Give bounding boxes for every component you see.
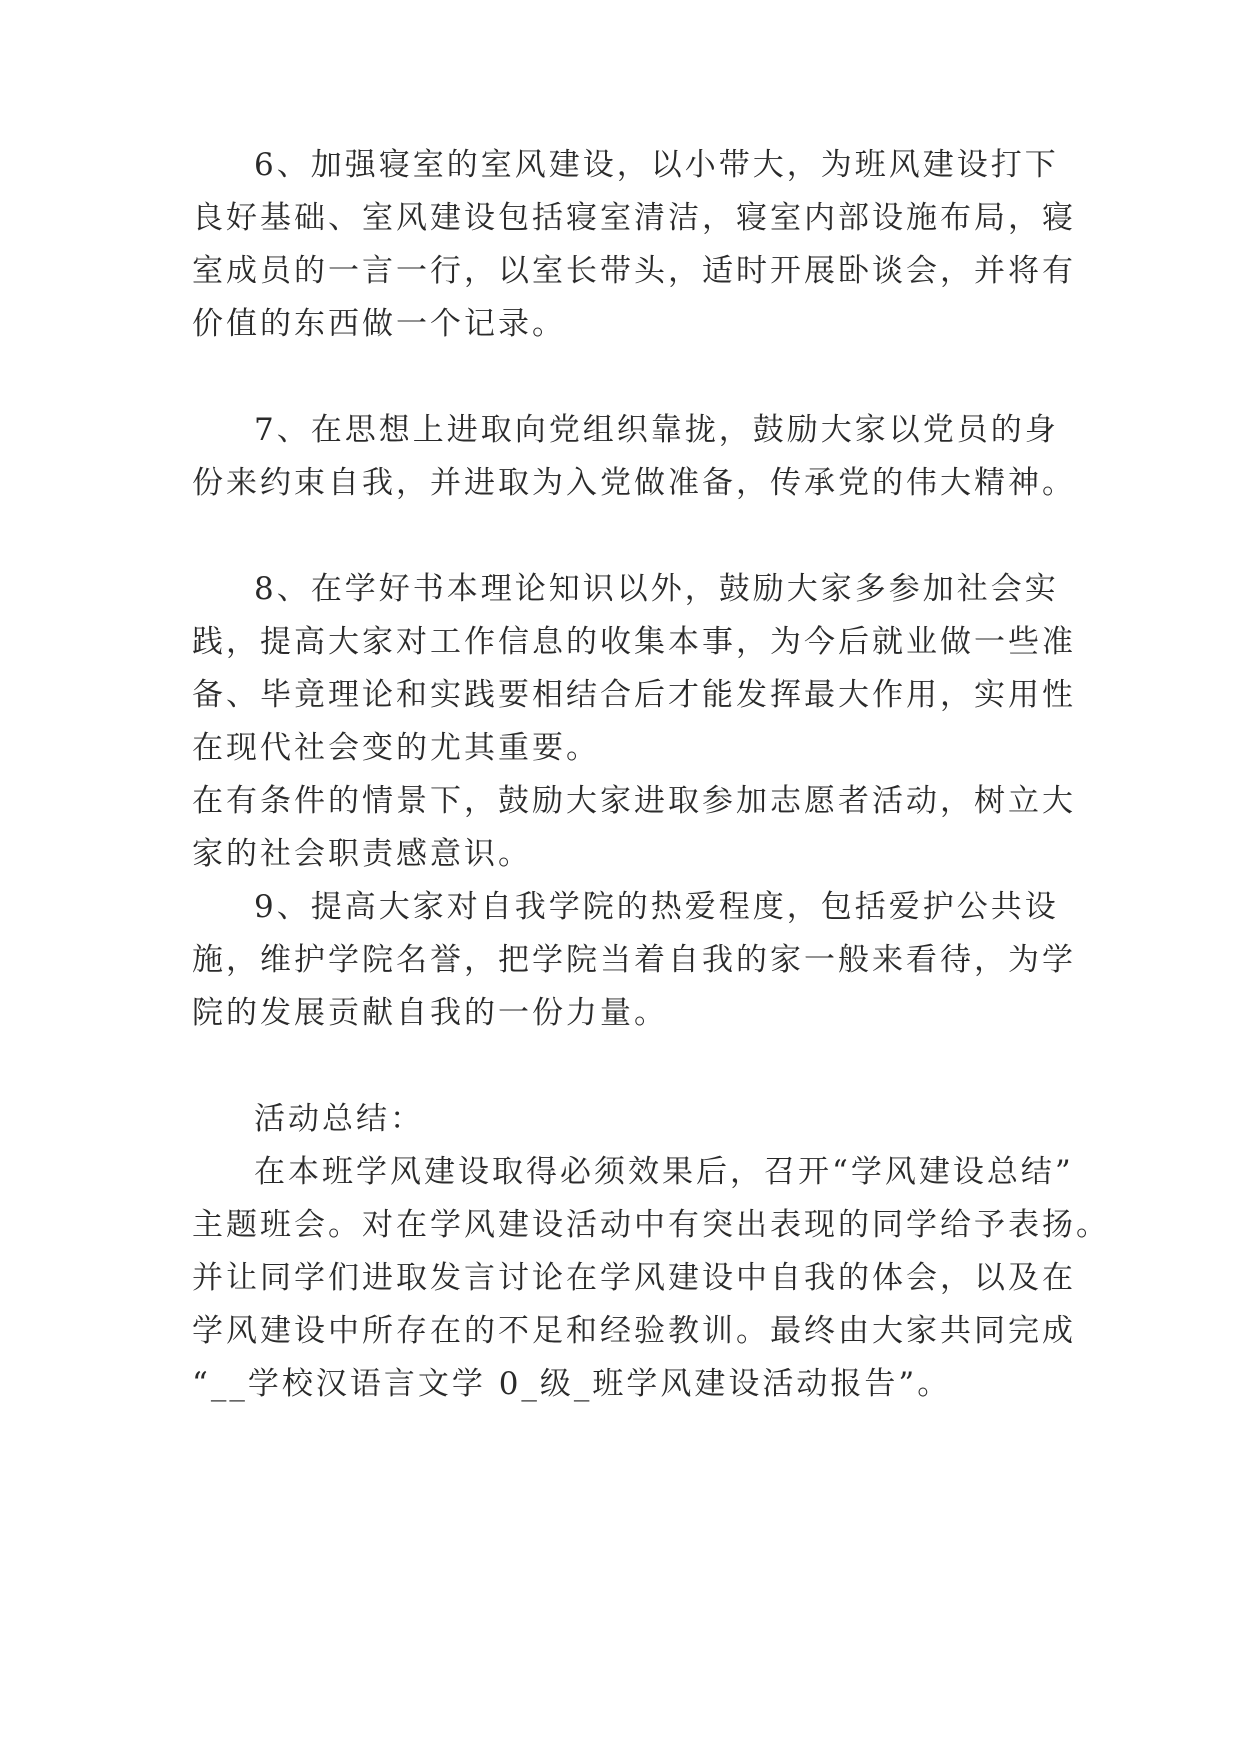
paragraph-6-line-3: 室成员的一言一行，以室长带头，适时开展卧谈会，并将有 bbox=[192, 253, 1076, 289]
paragraph-volunteer-line-2: 家的社会职责感意识。 bbox=[192, 836, 532, 872]
summary-line-3: 并让同学们进取发言讨论在学风建设中自我的体会，以及在 bbox=[192, 1260, 1076, 1296]
paragraph-9-line-3: 院的发展贡献自我的一份力量。 bbox=[192, 995, 668, 1031]
paragraph-6-line-1: 6、加强寝室的室风建设，以小带大，为班风建设打下 bbox=[254, 147, 1059, 183]
paragraph-6-line-2: 良好基础、室风建设包括寝室清洁，寝室内部设施布局，寝 bbox=[192, 200, 1076, 236]
paragraph-9-line-1: 9、提高大家对自我学院的热爱程度，包括爱护公共设 bbox=[254, 889, 1059, 925]
paragraph-8-line-2: 践，提高大家对工作信息的收集本事，为今后就业做一些准 bbox=[192, 624, 1076, 660]
paragraph-6-line-4: 价值的东西做一个记录。 bbox=[192, 306, 566, 342]
summary-line-2: 主题班会。对在学风建设活动中有突出表现的同学给予表扬。 bbox=[192, 1207, 1110, 1243]
paragraph-8-line-1: 8、在学好书本理论知识以外，鼓励大家多参加社会实 bbox=[254, 571, 1059, 607]
document-body bbox=[192, 0, 1110, 1402]
paragraph-7-line-2: 份来约束自我，并进取为入党做准备，传承党的伟大精神。 bbox=[192, 465, 1076, 501]
summary-heading: 活动总结： bbox=[254, 1101, 424, 1137]
summary-line-5: “__学校汉语言文学 0_级_班学风建设活动报告”。 bbox=[192, 1366, 952, 1402]
paragraph-8-line-4: 在现代社会变的尤其重要。 bbox=[192, 730, 600, 766]
paragraph-9-line-2: 施，维护学院名誉，把学院当着自我的家一般来看待，为学 bbox=[192, 942, 1076, 978]
paragraph-volunteer-line-1: 在有条件的情景下，鼓励大家进取参加志愿者活动，树立大 bbox=[192, 783, 1076, 819]
paragraph-7-line-1: 7、在思想上进取向党组织靠拢，鼓励大家以党员的身 bbox=[254, 412, 1059, 448]
paragraph-8-line-3: 备、毕竟理论和实践要相结合后才能发挥最大作用，实用性 bbox=[192, 677, 1076, 713]
summary-line-4: 学风建设中所存在的不足和经验教训。最终由大家共同完成 bbox=[192, 1313, 1076, 1349]
summary-line-1: 在本班学风建设取得必须效果后，召开“学风建设总结” bbox=[254, 1154, 1074, 1190]
